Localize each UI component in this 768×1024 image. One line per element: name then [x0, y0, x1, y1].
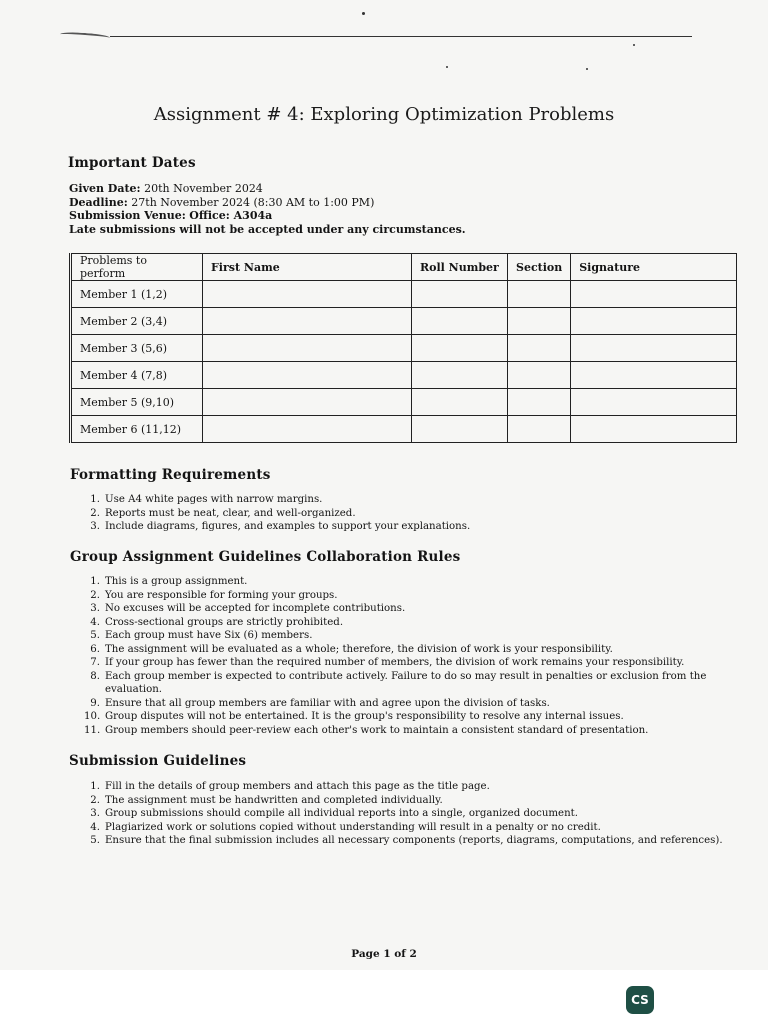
member-label: Member 1 (1,2)	[71, 281, 203, 308]
speck	[446, 66, 448, 68]
table-row	[71, 281, 737, 308]
header-roll-number: Roll Number	[412, 254, 508, 281]
section-cell	[508, 308, 571, 335]
list-text: This is a group assignment.	[105, 576, 248, 587]
list-number: 1.	[90, 576, 100, 587]
first-name-cell	[203, 362, 412, 389]
list-text: Group disputes will not be entertained. It is the group's responsibility to resolve any internal issues.	[105, 711, 624, 722]
list-text: Group members should peer-review each other's work to maintain a consistent standard of presentation.	[105, 724, 649, 736]
section-cell	[508, 281, 571, 308]
formatting-list	[84, 493, 724, 534]
speck	[633, 44, 635, 46]
list-text: Fill in the details of group members and attach this page as the title page.	[105, 781, 490, 792]
section-cell	[508, 389, 571, 416]
signature-cell	[571, 281, 737, 308]
table-row	[71, 335, 737, 362]
list-item	[84, 575, 724, 589]
first-name-cell	[203, 335, 412, 362]
table-row	[71, 362, 737, 389]
header-first-name: First Name	[203, 254, 412, 281]
list-item	[84, 507, 724, 521]
member-label: Member 6 (11,12)	[71, 416, 203, 443]
given-date-line	[69, 182, 466, 196]
list-text: Ensure that all group members are familiar with and agree upon the division of tasks.	[105, 697, 550, 709]
list-item	[84, 493, 724, 507]
list-text: You are responsible for forming your groups.	[105, 589, 338, 601]
section-cell	[508, 416, 571, 443]
list-text: Ensure that the final submission includes all necessary components (reports, diagrams, computations, and references).	[105, 835, 723, 846]
list-item	[84, 670, 724, 697]
section-cell	[508, 362, 571, 389]
list-text: Reports must be neat, clear, and well-organized.	[105, 507, 356, 519]
list-number: 8.	[90, 670, 100, 682]
list-item	[84, 724, 724, 738]
signature-cell	[571, 308, 737, 335]
list-number: 10.	[84, 711, 101, 722]
section-cell	[508, 335, 571, 362]
list-number: 4.	[90, 821, 100, 833]
list-number: 2.	[90, 589, 100, 601]
group-guidelines-list	[84, 575, 724, 737]
venue-value: Office: A304a	[189, 209, 273, 222]
list-text: Use A4 white pages with narrow margins.	[105, 494, 323, 505]
roll-number-cell	[412, 308, 508, 335]
member-label: Member 5 (9,10)	[71, 389, 203, 416]
header-rule	[110, 36, 692, 37]
table-row	[71, 416, 737, 443]
list-number: 5.	[90, 630, 100, 641]
given-date-label: Given Date:	[69, 182, 141, 195]
list-number: 11.	[84, 724, 101, 736]
member-label: Member 4 (7,8)	[71, 362, 203, 389]
list-item	[84, 616, 724, 630]
list-number: 1.	[90, 781, 100, 792]
list-text: The assignment will be evaluated as a whole; therefore, the division of work is your responsibility.	[105, 643, 613, 655]
list-item	[84, 629, 724, 643]
signature-cell	[571, 389, 737, 416]
roll-number-cell	[412, 362, 508, 389]
page-title: Assignment # 4: Exploring Optimization Problems	[153, 104, 615, 125]
list-item	[84, 602, 724, 616]
given-date-value: 20th November 2024	[144, 182, 263, 195]
list-number: 6.	[90, 643, 100, 655]
roll-number-cell	[412, 335, 508, 362]
list-item	[84, 589, 724, 603]
group-heading: Group Assignment Guidelines Collaboration Rules	[70, 549, 461, 565]
page-number: Page 1 of 2	[351, 948, 417, 960]
venue-line	[69, 209, 466, 223]
deadline-value: 27th November 2024 (8:30 AM to 1:00 PM)	[131, 195, 375, 209]
venue-label: Submission Venue:	[69, 209, 186, 222]
list-item	[84, 821, 724, 835]
important-dates-block	[69, 182, 466, 236]
list-item	[84, 697, 724, 711]
header-section: Section	[508, 254, 571, 281]
first-name-cell	[203, 389, 412, 416]
camscanner-badge: CS	[626, 986, 654, 1014]
header-signature: Signature	[571, 254, 737, 281]
member-label: Member 2 (3,4)	[71, 308, 203, 335]
first-name-cell	[203, 308, 412, 335]
member-label: Member 3 (5,6)	[71, 335, 203, 362]
table-header-row	[71, 254, 737, 281]
table-row	[71, 308, 737, 335]
submission-list	[84, 780, 724, 848]
list-item	[84, 834, 724, 848]
list-number: 7.	[90, 657, 100, 668]
list-item	[84, 710, 724, 724]
pen-mark	[60, 31, 110, 40]
signature-cell	[571, 416, 737, 443]
list-item	[84, 656, 724, 670]
list-number: 1.	[90, 494, 100, 505]
list-number: 2.	[90, 794, 100, 806]
first-name-cell	[203, 416, 412, 443]
roll-number-cell	[412, 389, 508, 416]
speck	[586, 68, 588, 70]
list-number: 3.	[90, 808, 100, 819]
list-item	[84, 794, 724, 808]
list-text: Plagiarized work or solutions copied without understanding will result in a penalty or no credit.	[105, 821, 601, 833]
list-text: No excuses will be accepted for incomplete contributions.	[105, 603, 406, 614]
header-problems: Problems to perform	[71, 254, 203, 281]
list-text: The assignment must be handwritten and completed individually.	[105, 794, 443, 806]
deadline-line	[69, 196, 466, 210]
list-number: 2.	[90, 507, 100, 519]
signature-cell	[571, 362, 737, 389]
list-number: 3.	[90, 521, 100, 532]
list-item	[84, 807, 724, 821]
list-item	[84, 643, 724, 657]
list-text: Group submissions should compile all individual reports into a single, organized document.	[105, 808, 578, 819]
roll-number-cell	[412, 281, 508, 308]
list-number: 3.	[90, 603, 100, 614]
list-item	[84, 520, 724, 534]
speck	[362, 12, 365, 15]
list-text: Each group must have Six (6) members.	[105, 630, 313, 641]
list-text: Include diagrams, figures, and examples to support your explanations.	[105, 521, 471, 532]
signature-cell	[571, 335, 737, 362]
list-text: Each group member is expected to contribute actively. Failure to do so may result in penalties or exclusion from the evaluation.	[105, 670, 707, 695]
list-number: 5.	[90, 835, 100, 846]
deadline-label: Deadline:	[69, 195, 128, 209]
table-row	[71, 389, 737, 416]
first-name-cell	[203, 281, 412, 308]
formatting-heading: Formatting Requirements	[70, 467, 271, 483]
roll-number-cell	[412, 416, 508, 443]
list-text: If your group has fewer than the required number of members, the division of work remains your responsibility.	[105, 657, 685, 668]
list-item	[84, 780, 724, 794]
members-table	[69, 253, 737, 443]
list-number: 4.	[90, 616, 100, 628]
list-number: 9.	[90, 697, 100, 709]
important-dates-heading: Important Dates	[68, 155, 196, 171]
list-text: Cross-sectional groups are strictly prohibited.	[105, 616, 344, 628]
submission-heading: Submission Guidelines	[69, 753, 247, 769]
late-note: Late submissions will not be accepted under any circumstances.	[69, 222, 466, 236]
